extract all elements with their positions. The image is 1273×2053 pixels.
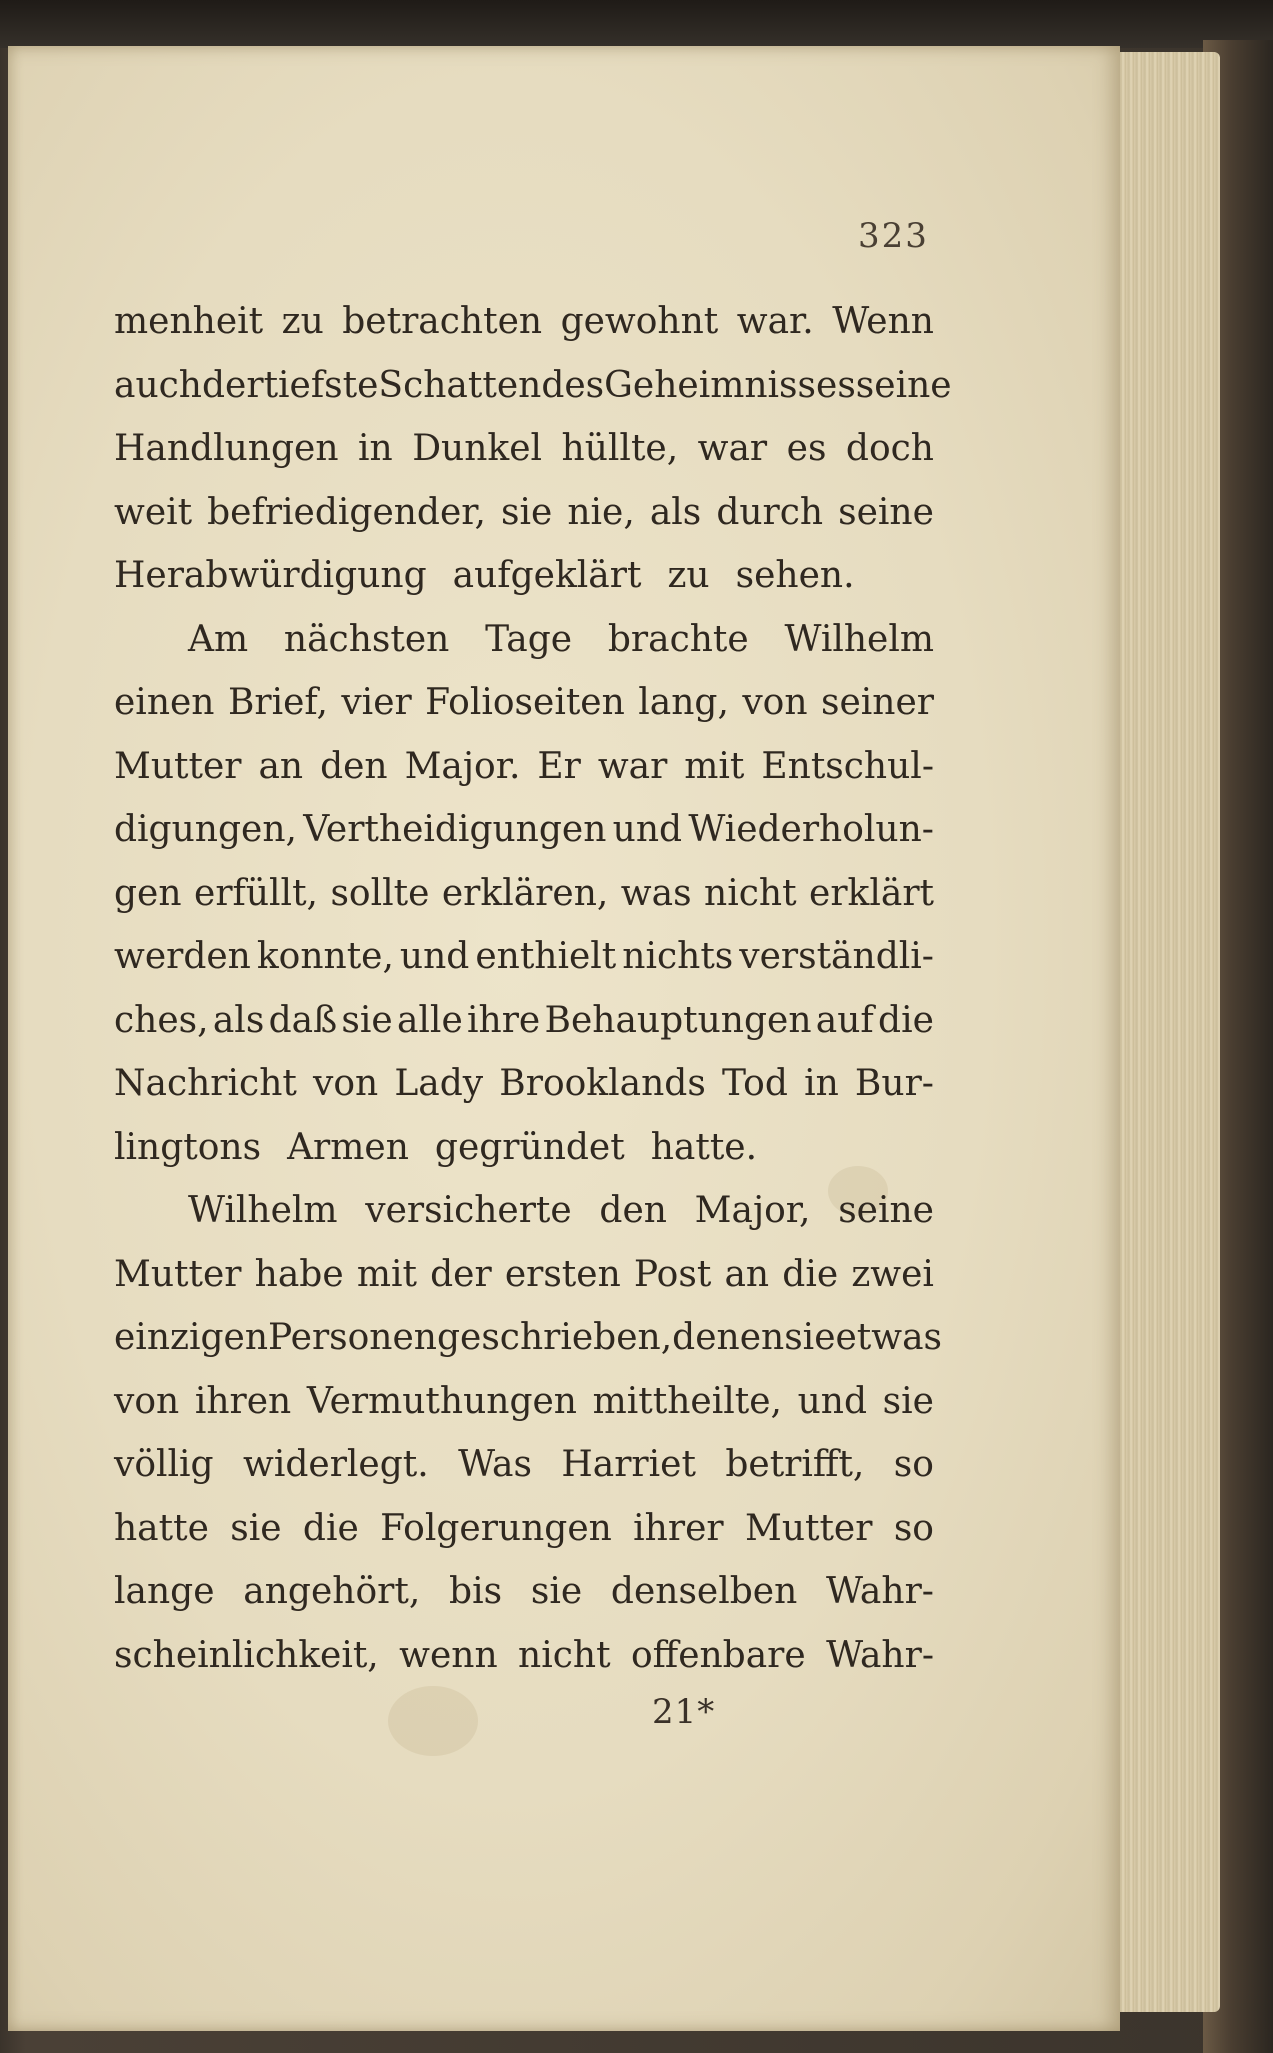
text-line	[114, 1433, 934, 1497]
word: angehört,	[243, 1571, 421, 1612]
word: Major.	[404, 745, 521, 787]
word: Wiederholun-	[688, 809, 934, 850]
word: erklären,	[441, 872, 609, 914]
word: war.	[736, 301, 814, 342]
word: Lady	[394, 1063, 484, 1104]
word: Personen	[268, 1317, 437, 1358]
word: doch	[845, 428, 934, 469]
word: ersten	[504, 1253, 621, 1295]
word: offenbare	[630, 1634, 806, 1676]
word: wenn	[399, 1634, 498, 1676]
word: den	[320, 745, 388, 787]
word: nächsten	[283, 618, 450, 660]
word: gewohnt	[560, 301, 719, 342]
word: tiefste	[263, 364, 379, 406]
word: die	[878, 999, 934, 1041]
text-line	[114, 608, 934, 672]
word: der	[202, 364, 264, 406]
text-line	[114, 417, 934, 481]
text-line	[114, 862, 934, 926]
word: sie	[501, 491, 553, 533]
word: einen	[114, 682, 215, 723]
text-line	[114, 1560, 934, 1624]
word: Vermuthungen	[306, 1380, 577, 1422]
word: seine	[838, 1190, 934, 1231]
word: verständli-	[739, 936, 934, 977]
word: Er	[537, 745, 581, 787]
word: Folioseiten	[425, 682, 625, 723]
word: Was	[458, 1444, 532, 1485]
page-stack-edges	[1110, 52, 1220, 2012]
word: digungen,	[114, 809, 297, 850]
word: gen	[114, 872, 182, 914]
word: denselben	[610, 1571, 798, 1612]
word: brachte	[607, 618, 749, 660]
word: denen	[672, 1317, 785, 1358]
word: seiner	[820, 682, 934, 723]
text-line	[114, 290, 934, 354]
word: hatte	[114, 1507, 209, 1549]
word: Dunkel	[412, 428, 543, 469]
word: Entschul-	[761, 745, 934, 787]
word: Major,	[694, 1190, 811, 1231]
word: sie	[882, 1380, 934, 1422]
word: erfüllt,	[194, 872, 318, 914]
word: Geheimnisses	[604, 364, 856, 406]
word: zwei	[851, 1253, 934, 1295]
word: zu	[667, 555, 710, 596]
word: sie	[784, 1317, 836, 1358]
word: erklärt	[809, 872, 934, 914]
page-number: 323	[858, 216, 929, 256]
word: als	[212, 999, 265, 1041]
word: aufgeklärt	[452, 555, 642, 596]
word: nicht	[518, 1634, 611, 1676]
word: ihren	[194, 1380, 292, 1422]
word: ihrer	[633, 1507, 724, 1549]
word: als	[649, 491, 702, 533]
word: die	[782, 1253, 839, 1295]
paper-stain	[388, 1686, 478, 1756]
word: enthielt	[475, 936, 617, 977]
word: Wahr-	[826, 1634, 934, 1676]
word: Herabwürdigung	[114, 555, 427, 596]
word: scheinlichkeit,	[114, 1634, 379, 1676]
word: so	[893, 1444, 934, 1485]
word: betrachten	[342, 301, 543, 342]
word: von	[114, 1380, 180, 1422]
word: weit	[114, 491, 193, 533]
word: an	[258, 745, 304, 787]
word: Mutter	[744, 1507, 873, 1549]
word: und	[612, 809, 683, 850]
word: der	[430, 1253, 492, 1295]
word: hüllte,	[561, 428, 679, 469]
word: Nachricht	[114, 1063, 297, 1104]
word: den	[599, 1190, 667, 1231]
word: Vertheidigungen	[303, 809, 607, 850]
text-line	[114, 1179, 934, 1243]
word: in	[358, 428, 393, 469]
word: lingtons	[114, 1126, 262, 1168]
word: daß	[268, 999, 338, 1041]
text-line	[114, 1624, 934, 1688]
word: befriedigender,	[207, 491, 486, 533]
word: in	[804, 1063, 839, 1104]
word: Mutter	[114, 745, 242, 787]
word: Wilhelm	[188, 1190, 338, 1231]
text-line	[114, 1370, 934, 1434]
word: lang,	[638, 682, 729, 723]
word: nicht	[704, 872, 797, 914]
text-line	[114, 354, 952, 418]
word: habe	[254, 1253, 344, 1295]
text-line	[114, 544, 934, 608]
word: auf	[815, 999, 874, 1041]
word: es	[786, 428, 827, 469]
word: Brooklands	[499, 1063, 706, 1104]
word: sie	[530, 1571, 583, 1612]
word: Brief,	[227, 682, 328, 723]
word: hatte.	[650, 1126, 758, 1168]
word: die	[302, 1507, 359, 1549]
word: versicherte	[365, 1190, 572, 1231]
word: werden	[114, 936, 251, 977]
word: völlig	[114, 1444, 214, 1485]
word: seine	[855, 364, 952, 406]
word: Schatten	[378, 364, 542, 406]
text-line	[114, 1497, 934, 1561]
word: Tage	[485, 618, 573, 660]
word: von	[313, 1063, 379, 1104]
word: Tod	[721, 1063, 788, 1104]
word: von	[742, 682, 808, 723]
word: bis	[449, 1571, 503, 1612]
word: etwas	[835, 1317, 943, 1358]
word: vier	[341, 682, 412, 723]
word: alle	[396, 999, 463, 1041]
word: Post	[633, 1253, 712, 1295]
word: ihre	[467, 999, 541, 1041]
word: Armen	[287, 1126, 409, 1168]
text-line	[114, 1306, 943, 1370]
word: was	[620, 872, 692, 914]
text-line	[114, 1052, 934, 1116]
word: nie,	[567, 491, 635, 533]
word: widerlegt.	[243, 1444, 429, 1485]
word: nichts	[622, 936, 734, 977]
word: lange	[114, 1571, 215, 1612]
word: an	[724, 1253, 770, 1295]
word: mittheilte,	[592, 1380, 782, 1422]
word: auch	[114, 364, 202, 406]
text-line	[114, 925, 934, 989]
word: geschrieben,	[436, 1317, 673, 1358]
word: Wahr-	[826, 1571, 934, 1612]
text-line	[114, 481, 934, 545]
text-line	[114, 1116, 934, 1180]
word: Wenn	[832, 301, 934, 342]
text-line	[114, 671, 934, 735]
body-text	[114, 290, 952, 1687]
scan-top-edge	[0, 0, 1273, 48]
word: sehen.	[735, 555, 855, 596]
word: und	[797, 1380, 868, 1422]
word: sie	[341, 999, 393, 1041]
word: mit	[356, 1253, 417, 1295]
word: sollte	[330, 872, 430, 914]
word: gegründet	[434, 1126, 625, 1168]
word: Mutter	[114, 1253, 242, 1295]
word: einzigen	[114, 1317, 269, 1358]
word: sie	[230, 1507, 282, 1549]
word: war	[597, 745, 668, 787]
word: Bur-	[854, 1063, 934, 1104]
word: mit	[684, 745, 745, 787]
text-line	[114, 1243, 934, 1307]
signature-mark: 21*	[652, 1692, 716, 1732]
word: Am	[188, 618, 249, 660]
text-line	[114, 735, 934, 799]
word: betrifft,	[725, 1444, 865, 1485]
word: durch	[716, 491, 824, 533]
text-line	[114, 989, 934, 1053]
word: menheit	[114, 301, 264, 342]
word: und	[399, 936, 470, 977]
text-line	[114, 798, 934, 862]
word: ches,	[114, 999, 209, 1041]
word: Handlungen	[114, 428, 339, 469]
word: des	[541, 364, 605, 406]
word: konnte,	[256, 936, 394, 977]
word: zu	[281, 301, 324, 342]
word: Folgerungen	[380, 1507, 612, 1549]
word: Harriet	[561, 1444, 696, 1485]
word: so	[893, 1507, 934, 1549]
word: Wilhelm	[784, 618, 934, 660]
word: Behauptungen	[544, 999, 812, 1041]
word: war	[697, 428, 768, 469]
word: seine	[838, 491, 934, 533]
